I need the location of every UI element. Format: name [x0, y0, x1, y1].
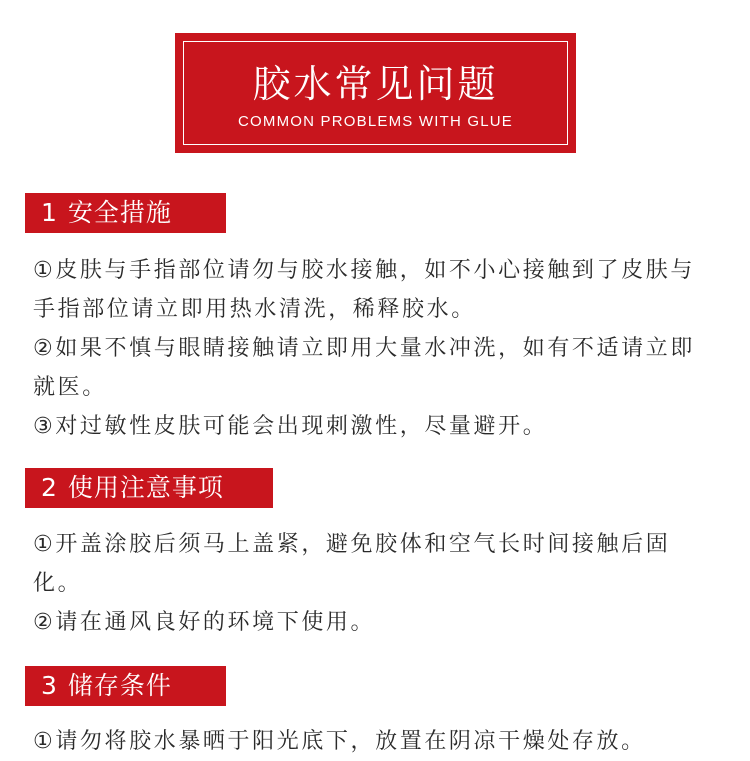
section-heading-usage-notes [25, 468, 273, 508]
section-number: 1 [41, 198, 58, 227]
page-subtitle: COMMON PROBLEMS WITH GLUE [237, 113, 514, 130]
section-heading-safety [25, 193, 226, 233]
list-item: ①请勿将胶水暴晒于阳光底下，放置在阴凉干燥处存放。 [33, 729, 646, 754]
section-heading-storage [25, 666, 226, 706]
title-frame [183, 41, 568, 145]
list-item: ③对过敏性皮肤可能会出现刺激性，尽量避开。 [33, 414, 548, 439]
list-item: ②如果不慎与眼睛接触请立即用大量水冲洗，如有不适请立即就医。 [33, 336, 695, 400]
list-item: ①皮肤与手指部位请勿与胶水接触，如不小心接触到了皮肤与手指部位请立即用热水清洗，稀释胶水。 [33, 258, 695, 322]
list-item: ①开盖涂胶后须马上盖紧，避免胶体和空气长时间接触后固化。 [33, 532, 671, 596]
list-item: ②请在通风良好的环境下使用。 [33, 610, 376, 635]
section-number: 3 [41, 671, 58, 700]
page-title: 胶水常见问题 [252, 62, 499, 106]
section-title: 使用注意事项 [67, 473, 224, 502]
section-number: 2 [41, 473, 58, 502]
section-title: 储存条件 [67, 671, 172, 700]
section-title: 安全措施 [67, 198, 172, 227]
title-banner [175, 33, 576, 153]
